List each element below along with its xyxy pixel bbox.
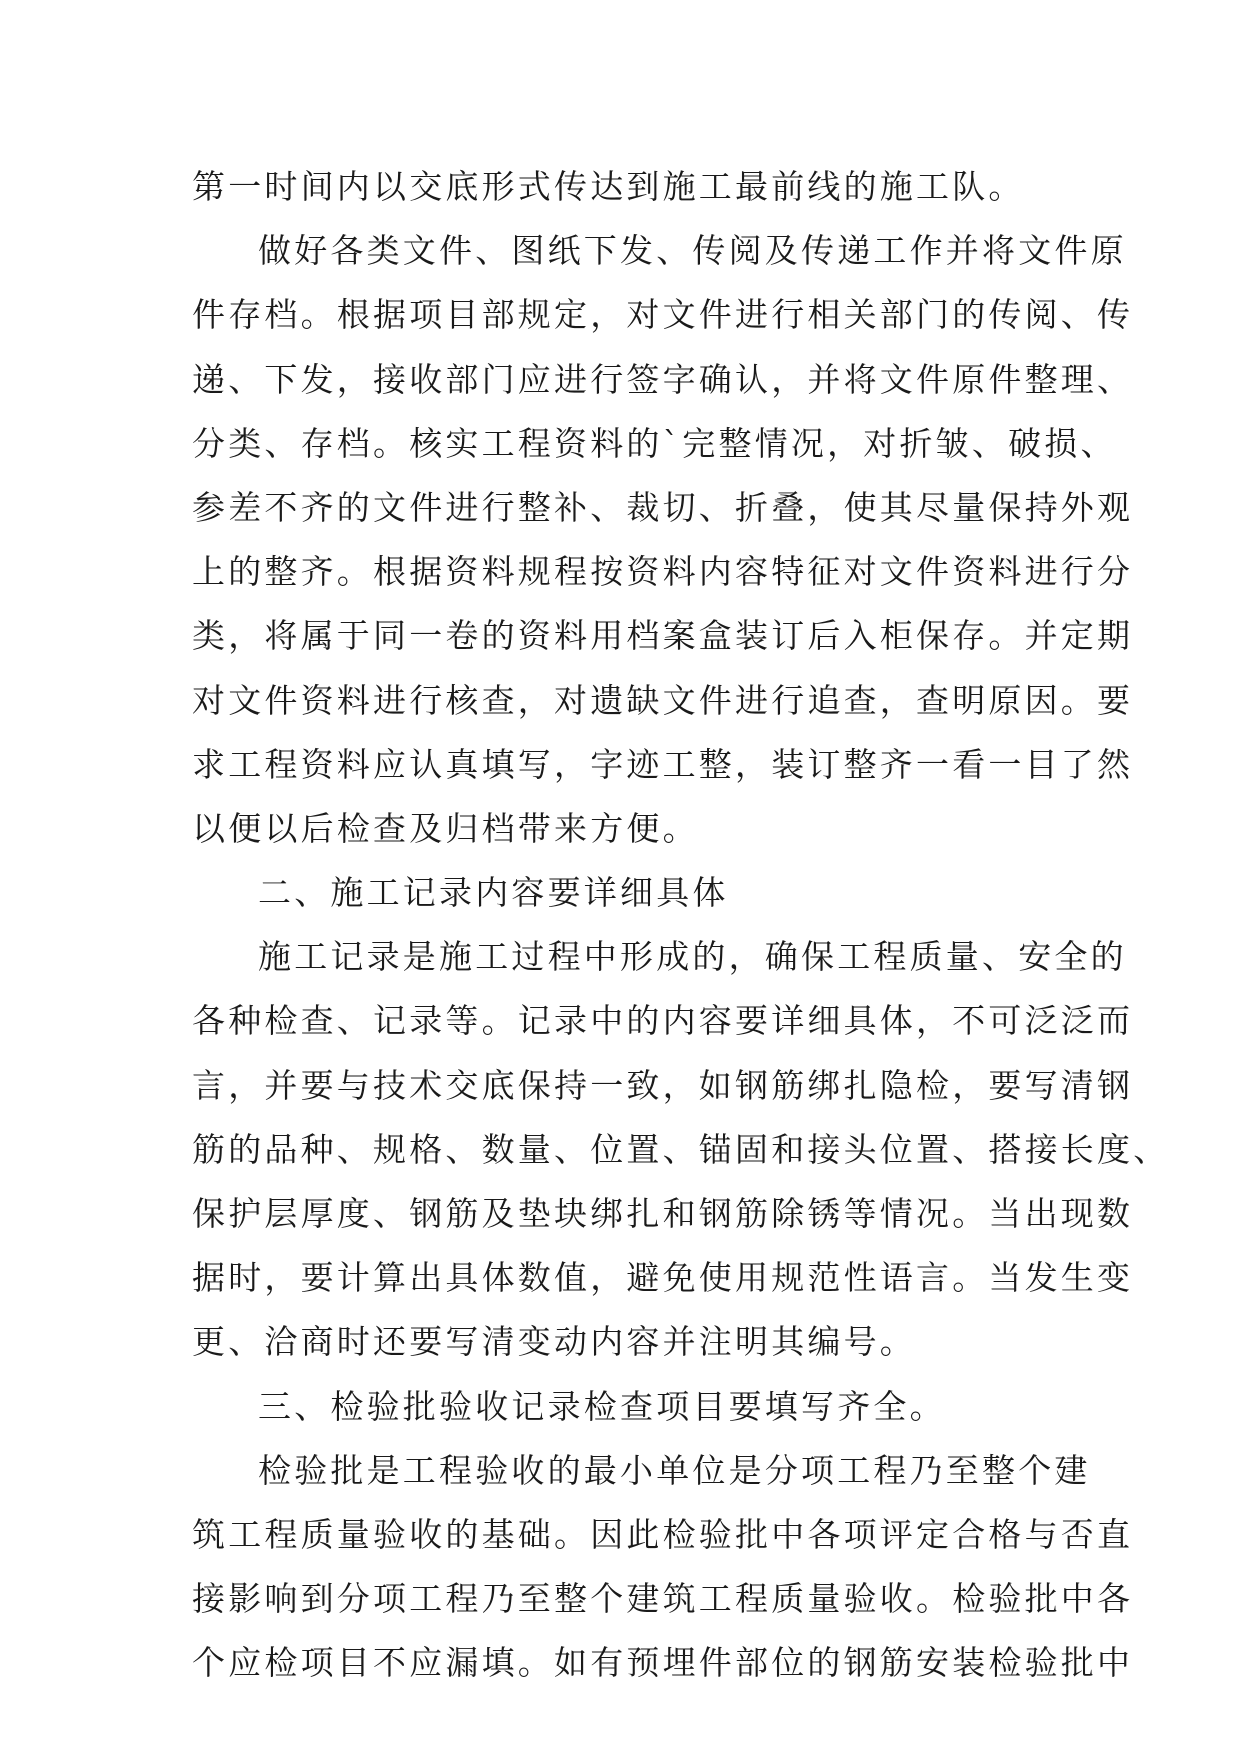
text-line: 施工记录是施工过程中形成的，确保工程质量、安全的 — [258, 937, 1127, 977]
text-line: 以便以后检查及归档带来方便。 — [192, 808, 699, 848]
text-line: 筋的品种、规格、数量、位置、锚固和接头位置、搭接长度、 — [192, 1129, 1170, 1169]
text-line: 个应检项目不应漏填。如有预埋件部位的钢筋安装检验批中 — [192, 1643, 1134, 1683]
text-line: 参差不齐的文件进行整补、裁切、折叠，使其尽量保持外观 — [192, 487, 1134, 527]
text-line: 求工程资料应认真填写，字迹工整，装订整齐一看一目了然 — [192, 744, 1134, 784]
text-line: 各种检查、记录等。记录中的内容要详细具体，不可泛泛而 — [192, 1001, 1134, 1041]
text-line: 检验批是工程验收的最小单位是分项工程乃至整个建 — [258, 1450, 1091, 1490]
text-line: 第一时间内以交底形式传达到施工最前线的施工队。 — [192, 167, 1025, 206]
text-line: 言，并要与技术交底保持一致，如钢筋绑扎隐检，要写清钢 — [192, 1065, 1134, 1105]
section-heading: 二、施工记录内容要详细具体 — [258, 873, 729, 913]
body-text — [192, 155, 1170, 1696]
text-line: 筑工程质量验收的基础。因此检验批中各项评定合格与否直 — [192, 1514, 1134, 1554]
text-line: 做好各类文件、图纸下发、传阅及传递工作并将文件原 — [258, 231, 1127, 271]
section-heading: 三、检验批验收记录检查项目要填写齐全。 — [258, 1386, 946, 1426]
text-line: 据时，要计算出具体数值，避免使用规范性语言。当发生变 — [192, 1258, 1134, 1298]
text-line: 保护层厚度、钢筋及垫块绑扎和钢筋除锈等情况。当出现数 — [192, 1194, 1134, 1233]
text-line: 对文件资料进行核查，对遗缺文件进行追查，查明原因。要 — [192, 680, 1134, 720]
text-line: 递、下发，接收部门应进行签字确认，并将文件原件整理、 — [192, 359, 1134, 399]
text-line: 更、洽商时还要写清变动内容并注明其编号。 — [192, 1322, 916, 1362]
text-line: 分类、存档。核实工程资料的`完整情况，对折皱、破损、 — [192, 423, 1117, 463]
text-line: 类，将属于同一卷的资料用档案盒装订后入柜保存。并定期 — [192, 616, 1134, 656]
text-line: 接影响到分项工程乃至整个建筑工程质量验收。检验批中各 — [192, 1579, 1134, 1619]
text-line: 上的整齐。根据资料规程按资料内容特征对文件资料进行分 — [192, 552, 1134, 592]
text-line: 件存档。根据项目部规定，对文件进行相关部门的传阅、传 — [192, 295, 1134, 335]
